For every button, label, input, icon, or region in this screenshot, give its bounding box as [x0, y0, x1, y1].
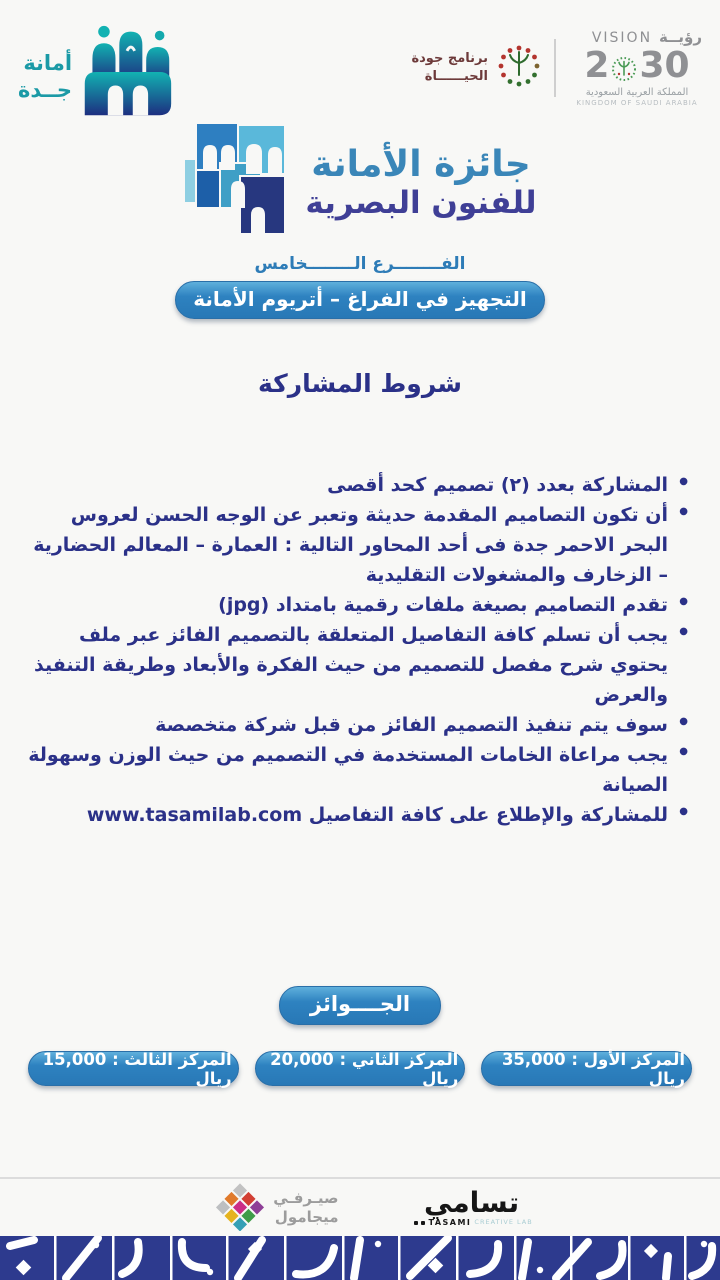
serafi-diamond-icon — [215, 1181, 265, 1235]
condition-item: ● يجب أن تسلم كافة التفاصيل المتعلقة بالتصميم الفائز عبر ملف يحتوي شرح مفصل للتصميم من حيث الفكرة والأبعاد وطريقة التنفيذ والعرض — [26, 620, 690, 710]
serafi-line2: ميجامول — [274, 1207, 339, 1226]
header — [0, 0, 720, 112]
calligraphy-pattern-icon — [0, 1236, 720, 1280]
serafi-logo-text — [273, 1189, 338, 1227]
branch-label: الفــــــــرع الــــــــخامس — [254, 254, 466, 274]
vision-year-prefix: 2 — [584, 45, 610, 86]
serafi-line1: صيـرفـي — [273, 1188, 339, 1207]
saudi-palm-emblem-icon — [611, 53, 637, 79]
tasami-dot-icon — [414, 1221, 418, 1225]
prize-first-place: المركز الأول : 35,000 ريال — [481, 1051, 692, 1086]
award-mosaic-icon — [183, 122, 289, 244]
award-section — [0, 122, 720, 319]
sponsors-row — [14, 1179, 720, 1236]
tasami-name-en: TASAMI — [428, 1217, 472, 1227]
condition-item: ● تقدم التصاميم بصيغة ملفات رقمية بامتداد (jpg) — [26, 590, 690, 620]
prizes-heading-button: الجــــوائز — [279, 986, 441, 1025]
conditions-list — [26, 470, 690, 830]
condition-item: ● المشاركة بعدد (٢) تصميم كحد أقصى — [26, 470, 690, 500]
vision-2030-logo — [568, 28, 706, 107]
vision-en-label: VISION — [591, 30, 653, 46]
prize-second-place: المركز الثاني : 20,000 ريال — [255, 1051, 466, 1086]
jeddah-municipality-logo — [18, 24, 175, 124]
partner-logos — [411, 28, 706, 107]
prize-third-place: المركز الثالث : 15,000 ريال — [28, 1051, 239, 1086]
qol-line1: برنامج جودة — [411, 50, 488, 66]
condition-item-website[interactable]: ● للمشاركة والإطلاع على كافة التفاصيل www.tasamilab.com — [26, 800, 690, 830]
tasami-dot-icon — [421, 1221, 425, 1225]
condition-item: ● سوف يتم تنفيذ التصميم الفائز من قبل شركة متخصصة — [26, 710, 690, 740]
vision-year-suffix: 30 — [639, 45, 690, 86]
award-logo — [0, 122, 720, 244]
jeddah-logo-line1: أمانة — [23, 51, 73, 75]
tasami-creative-lab: CREATIVE LAB — [474, 1218, 533, 1227]
jeddah-logo-text — [18, 50, 72, 105]
jeddah-logo-line2: جــدة — [18, 78, 73, 103]
condition-item: ● أن تكون التصاميم المقدمة حديثة وتعبر عن الوجه الحسن لعروس البحر الاحمر جدة فى أحد المحاور التالية : العمارة – المعالم الحضارية – الزخارف والمشغولات التقليدية — [26, 500, 690, 590]
condition-item: ● يجب مراعاة الخامات المستخدمة في التصميم من حيث الوزن وسهولة الصيانة — [26, 740, 690, 800]
vision-ar-label: رؤيــة — [659, 28, 702, 46]
quality-of-life-emblem-icon — [496, 43, 542, 93]
tasami-subline — [410, 1219, 532, 1227]
quality-of-life-label — [411, 50, 488, 85]
vision-country-en: KINGDOM OF SAUDI ARABIA — [576, 99, 698, 107]
calligraphy-band — [0, 1236, 720, 1280]
quality-of-life-logo — [411, 43, 542, 93]
footer — [0, 1177, 720, 1280]
branch-category-button[interactable]: التجهيز في الفراغ – أتريوم الأمانة — [175, 281, 544, 319]
award-title — [305, 144, 536, 221]
qol-line2: الحيــــــاة — [424, 68, 488, 84]
conditions-heading: شروط المشاركة — [258, 369, 462, 398]
vision-2030-year — [568, 45, 706, 86]
serafi-megamall-logo — [215, 1181, 338, 1235]
tasami-name-ar: تسامي — [424, 1185, 520, 1219]
vision-country-ar: المملكة العربية السعودية — [585, 87, 689, 98]
award-title-line2: للفنون البصرية — [305, 184, 537, 221]
logo-divider — [554, 39, 556, 97]
tasami-logo — [410, 1185, 533, 1227]
prizes-row — [28, 1051, 692, 1086]
award-title-line1: جائزة الأمانة — [311, 144, 531, 186]
vision-2030-title — [568, 28, 706, 46]
jeddah-logo-icon — [79, 24, 175, 124]
